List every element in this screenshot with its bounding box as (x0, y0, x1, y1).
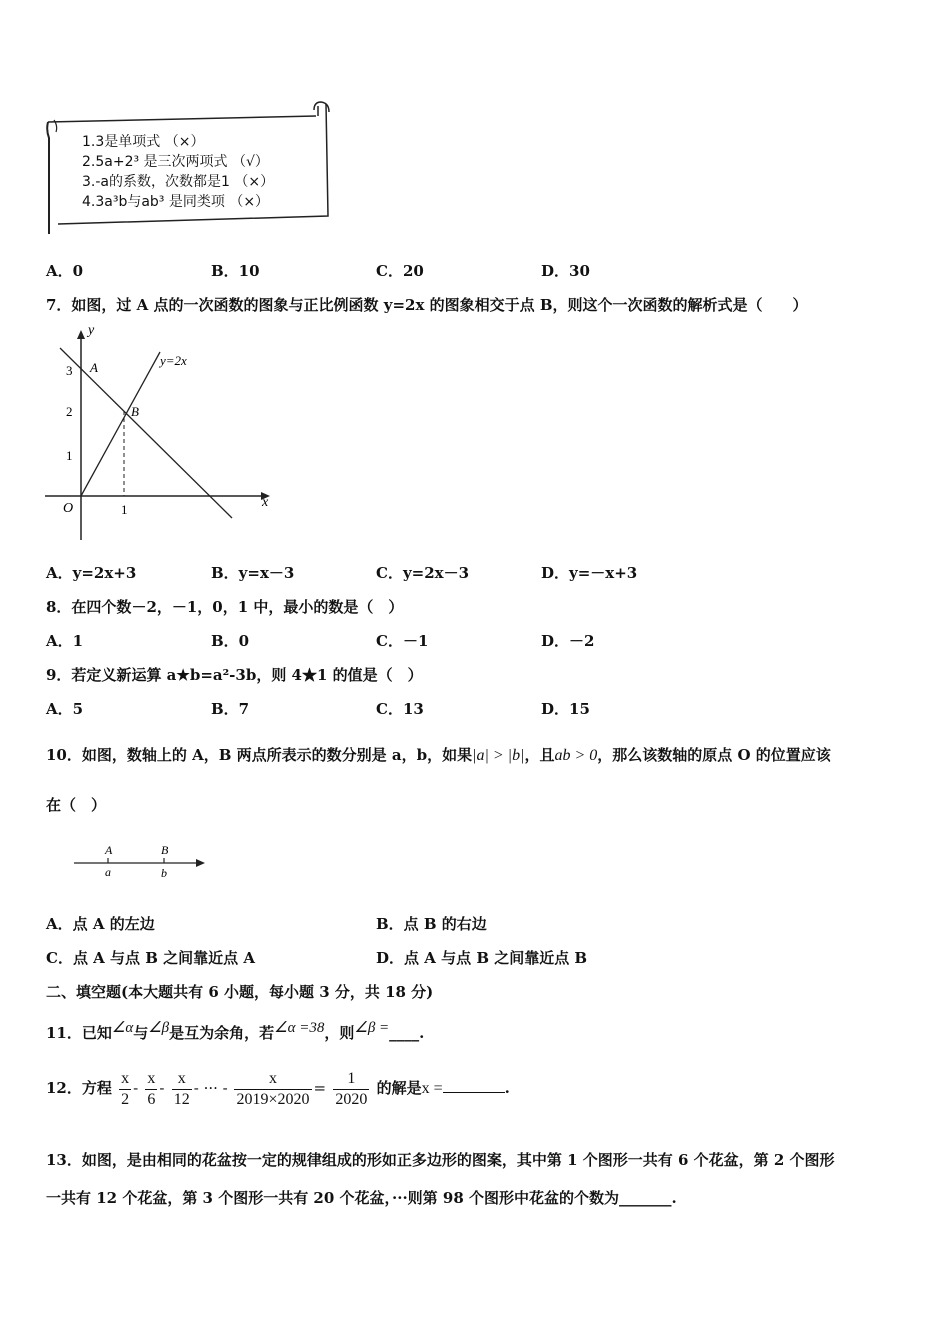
q12-frac-1: $\frac{x}{2}$ (121, 1069, 130, 1108)
q11-part4: ，则 (324, 1024, 355, 1042)
q12-frac-3: $\frac{x}{12}$ (173, 1069, 190, 1108)
q10-option-d[interactable]: D．点 A 与点 B 之间靠近点 B (376, 949, 588, 967)
q11-cond: ∠α =38 (274, 1020, 325, 1036)
q13-line-2: 一共有 12 个花盆，第 3 个图形一共有 20 个花盆，···则第 98 个图形中花盆的个数为_______. (46, 1189, 677, 1207)
q8-option-d[interactable]: D．－2 (541, 632, 595, 650)
q7-graph-svg (40, 320, 280, 545)
scroll-line-3: 3.-a的系数，次数都是1 （×） (82, 174, 275, 190)
q10-stem-part3: ，那么该数轴的原点 O 的位置应该 (597, 746, 831, 764)
q10-stem-part2: ，且 (524, 746, 555, 764)
x-tick-1: 1 (121, 502, 128, 517)
section2-title: 二、填空题(本大题共有 6 小题，每小题 3 分，共 18 分) (46, 983, 434, 1001)
q6-option-c[interactable]: C．20 (376, 262, 424, 280)
q12-ans: x = (421, 1080, 443, 1097)
point-b-label: B (131, 404, 139, 419)
point-a-label: A (90, 360, 98, 375)
q11-part1: 11．已知 (46, 1024, 112, 1042)
y-tick-1: 1 (66, 448, 73, 463)
scroll-line-1: 1.3是单项式 （×） (82, 134, 205, 150)
q13-line-1: 13．如图，是由相同的花盆按一定的规律组成的形如正多边形的图案，其中第 1 个图形一共有 6 个花盆，第 2 个图形 (46, 1151, 835, 1169)
q9-option-b[interactable]: B．7 (211, 700, 250, 718)
y-tick-2: 2 (66, 404, 73, 419)
q12-lead: 12．方程 (46, 1079, 112, 1097)
q11-part3: 是互为余角，若 (169, 1024, 275, 1042)
q6-option-a[interactable]: A．0 (46, 262, 84, 280)
q10-cond2: ab > 0 (554, 747, 598, 764)
q7-option-b[interactable]: B．y=x－3 (211, 564, 295, 582)
q8-option-a[interactable]: A．1 (46, 632, 84, 650)
line-label: y=2x (160, 353, 187, 368)
q7-stem: 7．如图，过 A 点的一次函数的图象与正比例函数 y=2x 的图象相交于点 B，则这个一次函数的解析式是（ ） (46, 296, 808, 314)
q6-option-d[interactable]: D．30 (541, 262, 590, 280)
label-a: a (105, 865, 111, 879)
q12-stem: 12．方程 $\frac{x}{2}$ - $\frac{x}{6}$ - $\frac{x}{12}$ - ··· - $\frac{x}{2019\times 2020}$ = $\frac{1}{2020}$ 的解是x = . (46, 1069, 510, 1108)
label-b: b (161, 866, 167, 880)
q10-number-line (70, 842, 210, 882)
q12-dots: - ··· (193, 1079, 218, 1097)
x-axis-label: x (262, 495, 269, 510)
q10-cond1: |a| > |b| (472, 747, 525, 764)
q10-option-c[interactable]: C．点 A 与点 B 之间靠近点 A (46, 949, 256, 967)
q12-eq: = (313, 1079, 327, 1097)
label-B: B (161, 843, 169, 857)
q12-end: . (504, 1079, 510, 1097)
q7-option-a[interactable]: A．y=2x+3 (46, 564, 137, 582)
q12-blank[interactable] (443, 1078, 505, 1093)
q11-ask: ∠β = (354, 1020, 390, 1036)
q11-alpha: ∠α (111, 1020, 134, 1036)
q7-option-d[interactable]: D．y=－x+3 (541, 564, 638, 582)
q10-stem (46, 745, 831, 766)
label-A: A (105, 843, 113, 857)
scroll-line-4: 4.3a³b与ab³ 是同类项 （×） (82, 194, 270, 210)
q11-part2: 与 (133, 1024, 149, 1042)
q11-end: ____. (389, 1024, 425, 1042)
number-line-svg (70, 842, 210, 882)
q11-stem (46, 1018, 424, 1043)
y-tick-3: 3 (66, 363, 73, 378)
scroll-figure (44, 100, 334, 236)
q12-frac-2: $\frac{x}{6}$ (147, 1069, 156, 1108)
q7-option-c[interactable]: C．y=2x－3 (376, 564, 470, 582)
q9-stem: 9．若定义新运算 a★b=a²-3b，则 4★1 的值是（ ） (46, 666, 423, 684)
q11-beta: ∠β (148, 1020, 170, 1036)
q9-option-d[interactable]: D．15 (541, 700, 590, 718)
q6-option-b[interactable]: B．10 (211, 262, 260, 280)
q8-option-c[interactable]: C．－1 (376, 632, 429, 650)
q12-tail: 的解是 (376, 1079, 422, 1097)
y-axis-label: y (88, 323, 95, 338)
q10-stem-part1: 10．如图，数轴上的 A，B 两点所表示的数分别是 a，b，如果 (46, 746, 473, 764)
q10-option-a[interactable]: A．点 A 的左边 (46, 915, 155, 933)
q7-graph (40, 320, 280, 545)
q8-stem: 8．在四个数－2，－1，0，1 中，最小的数是（ ） (46, 598, 404, 616)
q10-stem-cont: 在（ ） (46, 796, 107, 814)
q9-option-a[interactable]: A．5 (46, 700, 84, 718)
q10-option-b[interactable]: B．点 B 的右边 (376, 915, 487, 933)
q9-option-c[interactable]: C．13 (376, 700, 424, 718)
y-axis-arrow (77, 330, 85, 339)
q12-frac-5: $\frac{1}{2020}$ (335, 1069, 368, 1108)
q8-option-b[interactable]: B．0 (211, 632, 250, 650)
q12-frac-4: $\frac{x}{2019\times 2020}$ (236, 1069, 310, 1108)
line-through-a (60, 348, 232, 518)
scroll-line-2: 2.5a+2³ 是三次两项式 （√） (82, 154, 269, 170)
origin-label: O (63, 501, 74, 516)
